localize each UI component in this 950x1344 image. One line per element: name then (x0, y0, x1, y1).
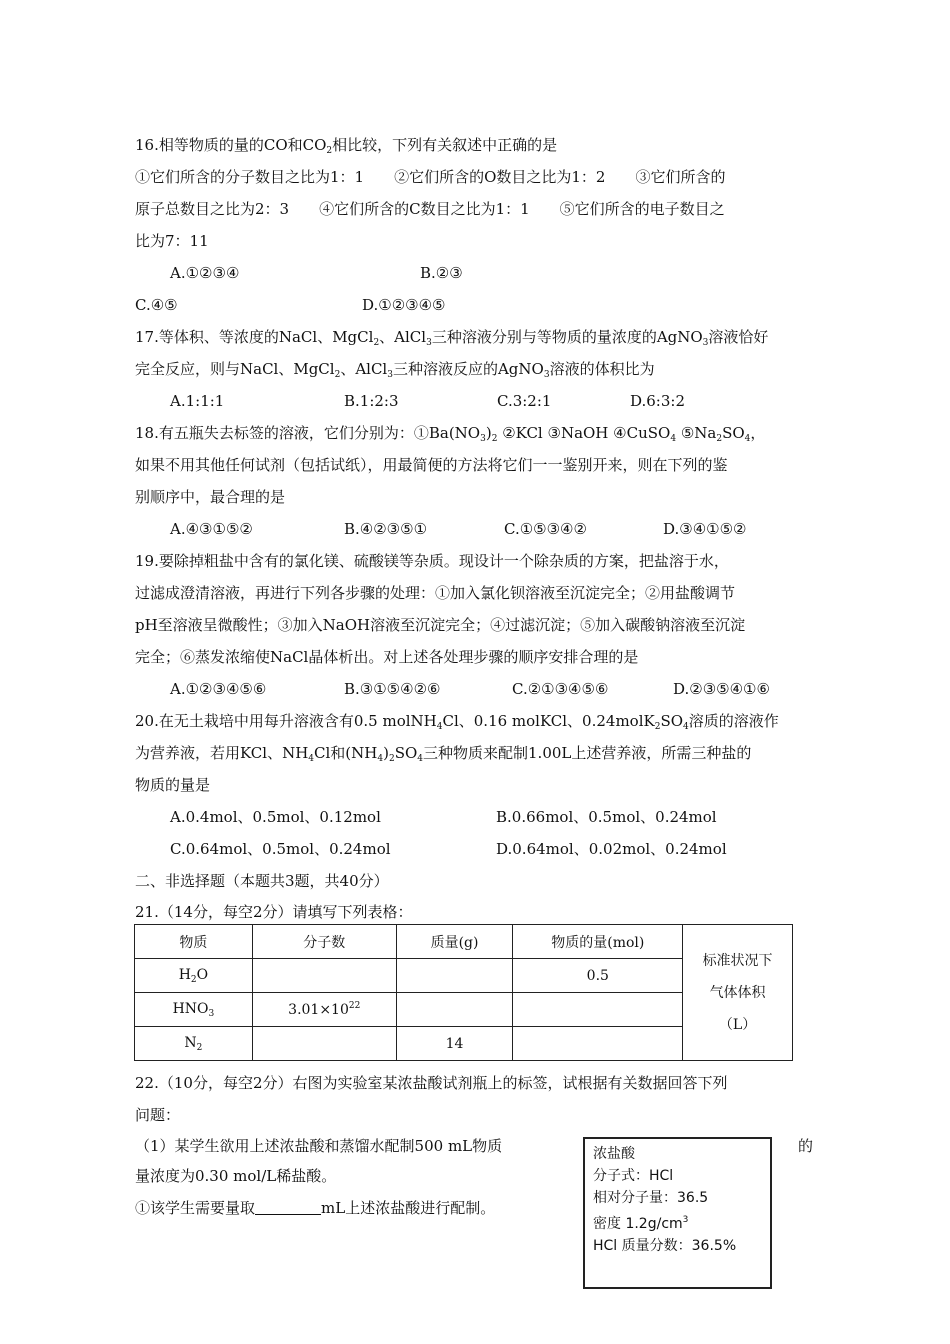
label-molar-mass: 相对分子量：36.5 (593, 1190, 709, 1206)
q20-option-c: C.0.64mol、0.5mol、0.24mol (170, 840, 391, 858)
q17-option-a: A.1:1:1 (170, 392, 225, 410)
q20-option-b: B.0.66mol、0.5mol、0.24mol (496, 808, 717, 826)
q19-stem-line-1: 19.要除掉粗盐中含有的氯化镁、硫酸镁等杂质。现设计一个除杂质的方案，把盐溶于水， (135, 552, 729, 570)
q22-part1-line-1: （1）某学生欲用上述浓盐酸和蒸馏水配制500 mL物质 (135, 1137, 503, 1155)
header-mass: 质量(g) (396, 925, 513, 959)
cell-blank[interactable] (513, 993, 683, 1027)
cell-h2o: $H_2O$ (135, 959, 253, 993)
header-substance: 物质 (135, 925, 253, 959)
header-molecule-count: 分子数 (252, 925, 396, 959)
q19-option-a: A.①②③④⑤⑥ (170, 680, 267, 698)
q22-stem-line-1: 22.（10分，每空2分）右图为实验室某浓盐酸试剂瓶上的标签，试根据有关数据回答下列 (135, 1074, 728, 1092)
q19-stem-line-4: 完全；⑥蒸发浓缩使NaCl晶体析出。对上述各处理步骤的顺序安排合理的是 (135, 648, 639, 666)
answer-blank[interactable] (255, 1200, 321, 1215)
q18-stem-line-2: 如果不用其他任何试剂（包括试纸），用最简便的方法将它们一一鉴别开来，则在下列的鉴 (135, 456, 728, 474)
q22-stem-line-2: 问题： (135, 1106, 181, 1124)
q19-stem-line-2: 过滤成澄清溶液，再进行下列各步骤的处理：①加入氯化钡溶液至沉淀完全；②用盐酸调节 (135, 584, 736, 602)
q21-table (134, 924, 793, 1061)
cell-n2: $N_2$ (135, 1027, 253, 1061)
q18-option-b: B.④②③⑤① (344, 520, 428, 538)
q22-part1-question-1: ①该学生需要量取 mL上述浓盐酸进行配制。 (135, 1199, 496, 1217)
header-amount: 物质的量(mol) (513, 925, 683, 959)
q16-option-b: B.②③ (420, 264, 463, 282)
q19-option-b: B.③①⑤④②⑥ (344, 680, 441, 698)
q18-option-d: D.③④①⑤② (663, 520, 747, 538)
q16-option-a: A.①②③④ (170, 264, 240, 282)
q20-stem-line-1: 20.在无土栽培中用每升溶液含有0.5 molNH$_4$Cl、0.16 molKCl、$0.24molK_2SO_4$溶质的溶液作 (135, 712, 779, 732)
q17-option-c: C.3:2:1 (497, 392, 552, 410)
q20-stem-line-2: 为营养液，若用KCl、$NH_4Cl$和$(NH_4)_2SO_4$三种物质来配制1.00L上述营养液，所需三种盐的 (135, 744, 752, 764)
q22-part1-line-2: 量浓度为0.30 mol/L稀盐酸。 (135, 1167, 337, 1185)
cell-blank[interactable] (252, 1027, 396, 1061)
q20-option-a: A.0.4mol、0.5mol、0.12mol (170, 808, 381, 826)
q16-text-line-2: 原子总数目之比为2：3 ④它们所含的C数目之比为1：1 ⑤它们所含的电子数目之 (135, 200, 725, 218)
q19-stem-line-3: pH至溶液呈微酸性；③加入NaOH溶液至沉淀完全；④过滤沉淀；⑤加入碳酸钠溶液至沉淀 (135, 616, 746, 634)
q17-option-b: B.1:2:3 (344, 392, 399, 410)
q16-text-line-1: ①它们所含的分子数目之比为1：1 ②它们所含的O数目之比为1：2 ③它们所含的 (135, 168, 726, 186)
q20-stem-line-3: 物质的量是 (135, 776, 211, 794)
q18-option-c: C.①⑤③④② (504, 520, 587, 538)
cell-blank[interactable] (252, 959, 396, 993)
q21-stem: 21.（14分，每空2分）请填写下列表格： (135, 903, 413, 921)
section-2-heading: 二、非选择题（本题共3题，共40分） (135, 872, 389, 890)
cell-hno3-count: $3.01\times 10^{22}$ (252, 993, 396, 1027)
cell-n2-mass: 14 (396, 1027, 513, 1061)
q16-option-d: D.①②③④⑤ (362, 296, 446, 314)
cell-blank[interactable] (396, 959, 513, 993)
q17-option-d: D.6:3:2 (630, 392, 685, 410)
q19-option-d: D.②③⑤④①⑥ (673, 680, 770, 698)
label-mass-fraction: HCl 质量分数：36.5% (593, 1238, 737, 1254)
cell-blank[interactable] (396, 993, 513, 1027)
q20-option-d: D.0.64mol、0.02mol、0.24mol (496, 840, 727, 858)
q17-stem-line-2: 完全反应，则与NaCl、MgCl$_2$、AlCl$_3$三种溶液反应的AgNO$_3$溶液的体积比为 (135, 360, 655, 380)
header-gas-volume: 标准状况下 气体体积 （L） (683, 925, 793, 1061)
cell-hno3: $HNO_3$ (135, 993, 253, 1027)
q17-stem-line-1: 17.等体积、等浓度的NaCl、MgCl$_2$、AlCl$_3$三种溶液分别与等物质的量浓度的AgNO$_3$溶液恰好 (135, 328, 769, 348)
q18-stem-line-3: 别顺序中，最合理的是 (135, 488, 286, 506)
q18-stem-line-1: 18.有五瓶失去标签的溶液，它们分别为：$①Ba(NO_3)_2$ ②KCl ③NaOH ④CuSO$_4$ $⑤Na_2SO_4$， (135, 424, 766, 444)
q22-part1-line-1-end: 的 (798, 1137, 814, 1155)
q19-option-c: C.②①③④⑤⑥ (512, 680, 609, 698)
q16-option-c: C.④⑤ (135, 296, 178, 314)
q18-option-a: A.④③①⑤② (170, 520, 253, 538)
label-formula: 分子式：HCl (593, 1168, 674, 1184)
reagent-label (583, 1137, 772, 1289)
q16-text-line-3: 比为7：11 (135, 232, 209, 250)
cell-blank[interactable] (513, 1027, 683, 1061)
table-header-row (135, 925, 793, 959)
cell-h2o-amount: 0.5 (513, 959, 683, 993)
label-title: 浓盐酸 (593, 1146, 635, 1162)
q16-stem: 16.相等物质的量的CO和$CO_2$相比较，下列有关叙述中正确的是 (135, 136, 558, 156)
label-density: 密度 $1.2g/cm^3$ (593, 1215, 689, 1232)
